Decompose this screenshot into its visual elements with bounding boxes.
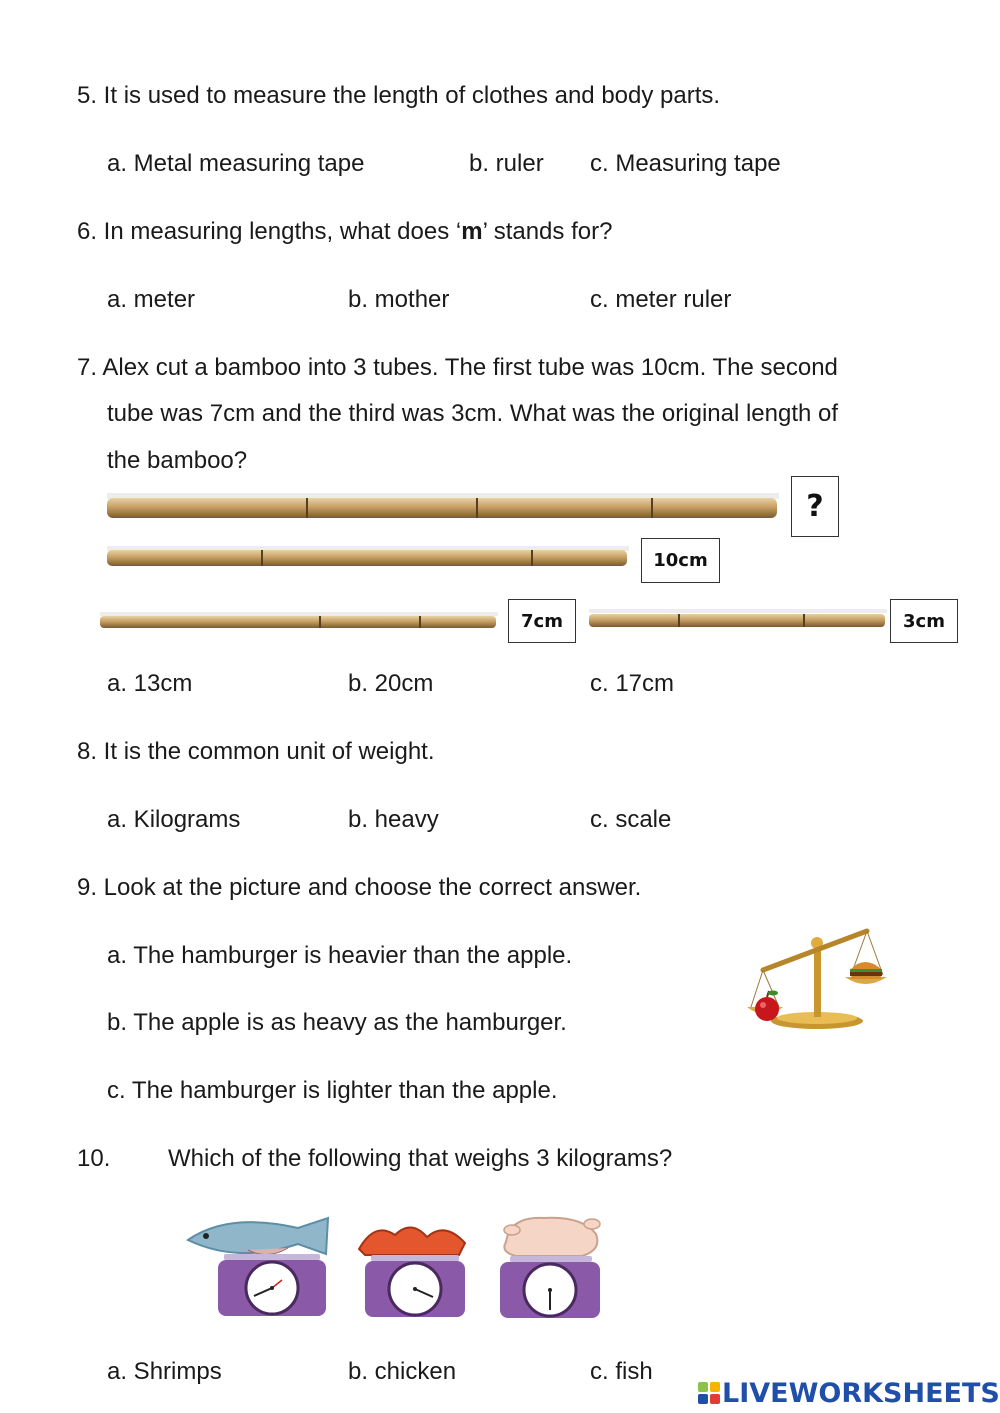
question-9: 9. Look at the picture and choose the correct answer. bbox=[77, 874, 642, 901]
q10-option-b[interactable]: b. chicken bbox=[348, 1358, 457, 1385]
question-6 bbox=[77, 218, 612, 246]
q9-option-b[interactable]: b. The apple is as heavy as the hamburger. bbox=[107, 1009, 567, 1036]
question-10-number: 10. bbox=[77, 1145, 111, 1172]
q5-option-b[interactable]: b. ruler bbox=[469, 150, 544, 177]
bamboo-stick-3cm bbox=[589, 607, 887, 633]
q9-option-c[interactable]: c. The hamburger is lighter than the apple. bbox=[107, 1077, 558, 1104]
question-10: Which of the following that weighs 3 kilograms? bbox=[168, 1145, 673, 1172]
q6-option-c[interactable]: c. meter ruler bbox=[590, 286, 732, 313]
q10-option-a[interactable]: a. Shrimps bbox=[107, 1358, 222, 1385]
scale-shrimps-illustration bbox=[355, 1215, 475, 1320]
question-7-line-2: tube was 7cm and the third was 3cm. What was the original length of bbox=[107, 400, 839, 427]
bamboo-stick-7cm bbox=[100, 610, 498, 634]
q7-option-b[interactable]: b. 20cm bbox=[348, 670, 434, 697]
q10-option-c[interactable]: c. fish bbox=[590, 1358, 653, 1385]
q6-text-post: ’ stands for? bbox=[482, 218, 613, 245]
question-7-line-3: the bamboo? bbox=[107, 447, 248, 474]
q6-text-pre: 6. In measuring lengths, what does ‘ bbox=[77, 218, 462, 245]
q5-option-c[interactable]: c. Measuring tape bbox=[590, 150, 781, 177]
label-3cm: 3cm bbox=[890, 599, 958, 643]
question-8: 8. It is the common unit of weight. bbox=[77, 738, 435, 765]
question-5: 5. It is used to measure the length of clothes and body parts. bbox=[77, 82, 721, 109]
scale-chicken-illustration bbox=[492, 1210, 607, 1320]
question-7-line-1: 7. Alex cut a bamboo into 3 tubes. The first tube was 10cm. The second bbox=[77, 354, 838, 381]
bamboo-stick-10cm bbox=[107, 544, 629, 572]
q6-option-b[interactable]: b. mother bbox=[348, 286, 450, 313]
q6-option-a[interactable]: a. meter bbox=[107, 286, 196, 313]
q7-option-a[interactable]: a. 13cm bbox=[107, 670, 193, 697]
q5-option-a[interactable]: a. Metal measuring tape bbox=[107, 150, 365, 177]
q6-text-bold: m bbox=[461, 218, 483, 245]
scale-fish-illustration bbox=[178, 1210, 350, 1320]
label-question-mark: ? bbox=[791, 476, 839, 537]
label-10cm: 10cm bbox=[641, 538, 720, 583]
q8-option-a[interactable]: a. Kilograms bbox=[107, 806, 241, 833]
label-7cm: 7cm bbox=[508, 599, 576, 643]
q7-option-c[interactable]: c. 17cm bbox=[590, 670, 675, 697]
bamboo-stick-full bbox=[107, 490, 779, 524]
q8-option-b[interactable]: b. heavy bbox=[348, 806, 439, 833]
q9-option-a[interactable]: a. The hamburger is heavier than the apple. bbox=[107, 942, 573, 969]
q8-option-c[interactable]: c. scale bbox=[590, 806, 672, 833]
balance-scale-illustration bbox=[745, 925, 890, 1035]
liveworksheets-brand: LIVEWORKSHEETS bbox=[722, 1378, 1000, 1409]
liveworksheets-logo-icon bbox=[698, 1382, 720, 1404]
